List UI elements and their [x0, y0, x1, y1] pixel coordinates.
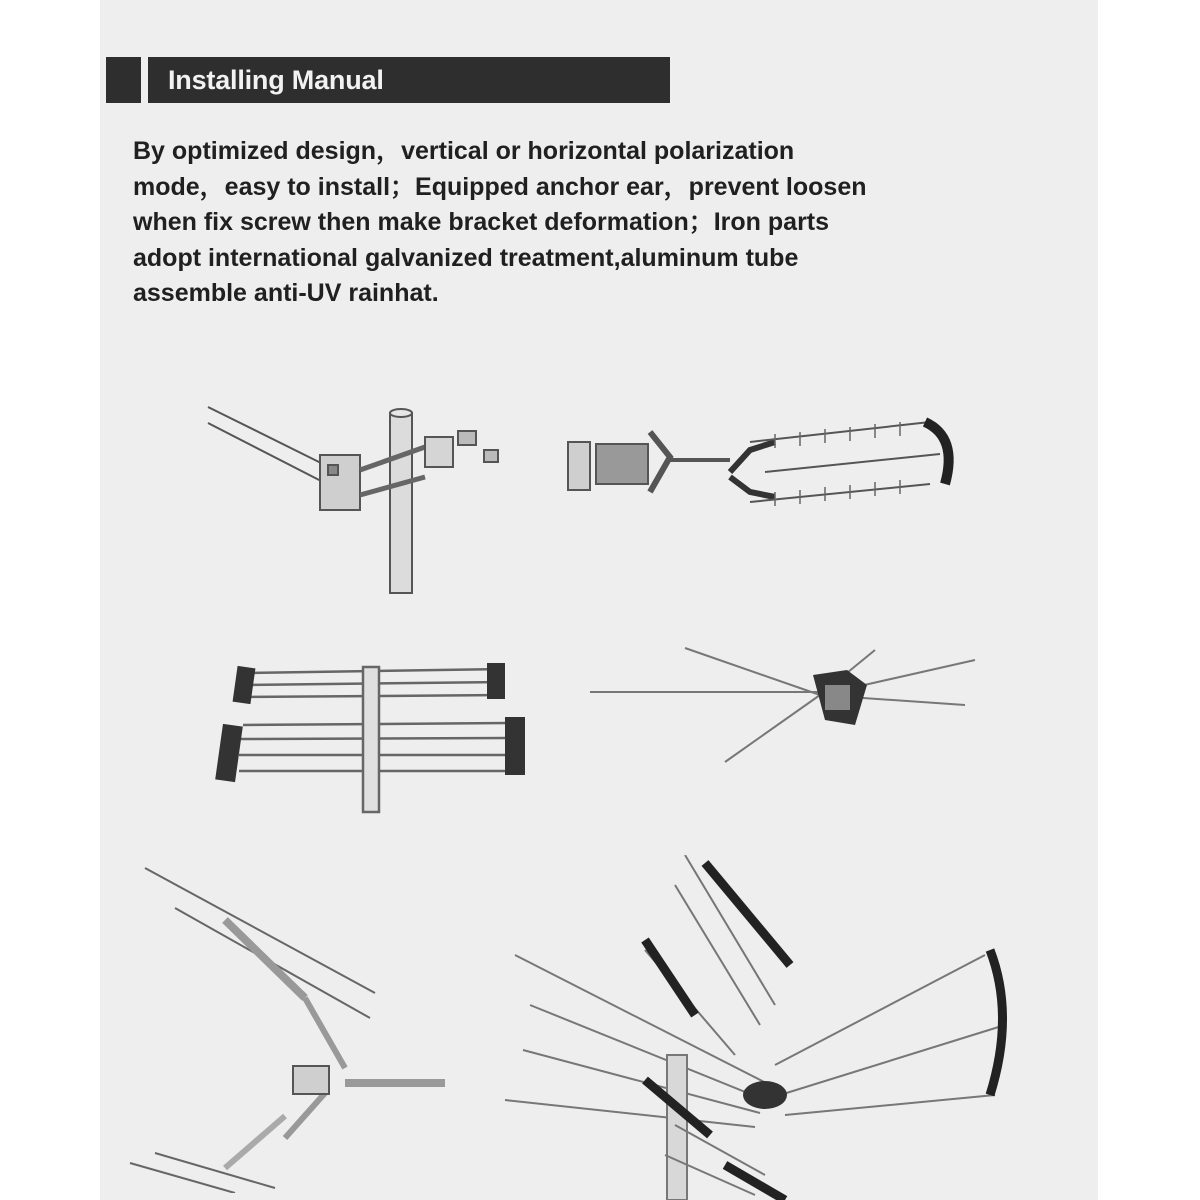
folded-antenna-arms-icon: [125, 858, 455, 1193]
intro-line: when fix screw then make bracket deformation；Iron parts: [133, 208, 830, 236]
section-title: Installing Manual: [168, 65, 384, 95]
intro-paragraph: [133, 134, 1033, 312]
assembled-antenna-icon: [495, 855, 1055, 1200]
yagi-antenna-with-bracket-icon: [560, 412, 980, 522]
double-grid-reflector-icon: [205, 655, 545, 815]
intro-line: adopt international galvanized treatment,aluminum tube: [133, 243, 799, 272]
section-header-notch: [141, 57, 148, 103]
intro-line: assemble anti-UV rainhat.: [133, 279, 439, 307]
intro-line: mode，easy to install；Equipped anchor ear，prevent loosen: [133, 172, 867, 201]
dipole-hub-icon: [585, 640, 985, 775]
mast-bracket-clamp-icon: [200, 395, 530, 610]
intro-line: By optimized design，vertical or horizontal polarization: [133, 137, 795, 165]
